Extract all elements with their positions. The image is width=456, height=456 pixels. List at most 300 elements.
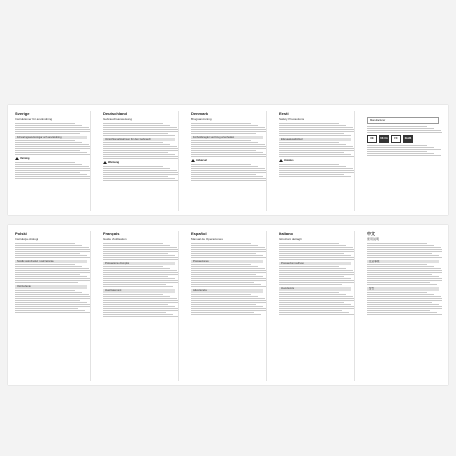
text-line: [367, 264, 427, 265]
text-line: [191, 133, 256, 134]
text-line: [103, 135, 175, 136]
text-line: [15, 152, 87, 153]
language-column: [276, 111, 355, 211]
text-line: [191, 245, 258, 246]
text-line: [103, 123, 163, 124]
text-line: [279, 168, 353, 169]
language-column: [100, 111, 179, 211]
text-line: [367, 282, 430, 283]
text-line: [367, 128, 434, 129]
instruction-sheet-top: [8, 105, 448, 215]
text-line: [367, 314, 442, 315]
text-line: [15, 125, 82, 126]
text-line: [367, 278, 442, 279]
text-line: [367, 249, 442, 250]
warning-icon: [191, 159, 195, 162]
text-line: [103, 255, 175, 256]
text-line: [191, 255, 263, 256]
text-line: [279, 176, 351, 177]
text-line: [103, 308, 179, 309]
text-line: [279, 282, 355, 283]
text-line: [103, 304, 168, 305]
text-line: [279, 298, 355, 299]
text-line: [103, 251, 179, 252]
text-line: [15, 304, 91, 305]
text-line: [15, 253, 80, 254]
text-line: [367, 272, 442, 273]
text-line: [279, 251, 355, 252]
text-line: [103, 156, 179, 157]
text-line: [103, 270, 177, 271]
text-line: [15, 243, 75, 244]
text-line: [103, 274, 179, 275]
text-line: [279, 146, 353, 147]
text-line: [191, 180, 267, 181]
text-line: [279, 164, 339, 165]
text-line: [15, 123, 75, 124]
text-line: [103, 280, 179, 281]
text-line: [15, 168, 91, 169]
text-line: [103, 243, 163, 244]
text-line: [15, 276, 87, 277]
text-line: [279, 257, 355, 258]
text-line: [367, 302, 432, 303]
text-line: [279, 274, 355, 275]
text-line: [367, 255, 439, 256]
section-heading: Forholdsregler ved brug af enheden: [191, 136, 263, 140]
warning-label: Varning: [20, 157, 30, 161]
column-subtitle: Manual de Operaciones: [191, 237, 223, 241]
text-line: [103, 176, 168, 177]
text-line: [191, 282, 254, 283]
text-line: [103, 148, 179, 149]
text-line: [15, 294, 89, 295]
text-line: [279, 135, 351, 136]
text-line: [191, 148, 267, 149]
text-line: [15, 178, 91, 179]
text-line: [103, 150, 179, 151]
text-line: [103, 284, 166, 285]
section-heading: Advertencia: [191, 289, 263, 293]
text-line: [15, 166, 89, 167]
text-line: [367, 276, 439, 277]
certification-mark: RoHS: [403, 135, 413, 143]
text-line: [15, 306, 91, 307]
section-heading: 注意事项: [367, 260, 439, 264]
text-line: [103, 257, 179, 258]
section-heading: Ostrzeżenie: [15, 285, 87, 289]
text-line: [103, 282, 179, 283]
text-line: [191, 156, 267, 157]
text-line: [191, 276, 263, 277]
text-line: [15, 251, 91, 252]
section-heading: Vorsichtsmaßnahmen für den Gebrauch: [103, 138, 175, 142]
warning-label: Hoiatus: [284, 159, 294, 163]
text-line: [191, 243, 251, 244]
text-line: [279, 133, 344, 134]
language-column: [188, 231, 267, 381]
text-line: [103, 146, 177, 147]
text-line: [103, 170, 177, 171]
text-line: [279, 278, 351, 279]
column-subtitle: Instrukcja obsługi: [15, 237, 39, 241]
text-line: [103, 168, 170, 169]
text-line: [15, 274, 80, 275]
column-title: Denmark: [191, 111, 209, 116]
text-line: [103, 144, 170, 145]
text-line: [279, 123, 339, 124]
text-line: [15, 131, 91, 132]
warning-icon: [15, 157, 19, 160]
text-line: [15, 308, 78, 309]
text-line: [191, 270, 267, 271]
text-line: [279, 154, 351, 155]
text-line: [279, 142, 339, 143]
text-line: [103, 249, 179, 250]
text-line: [367, 245, 434, 246]
text-line: [15, 257, 91, 258]
text-line: [191, 278, 267, 279]
text-line: [191, 314, 261, 315]
text-line: [279, 156, 355, 157]
certification-marks: [367, 135, 439, 143]
text-line: [15, 280, 91, 281]
text-line: [15, 249, 91, 250]
text-line: [15, 174, 87, 175]
text-line: [15, 272, 91, 273]
text-line: [367, 292, 427, 293]
section-heading: Precauzioni sull'uso: [279, 262, 351, 266]
text-line: [367, 304, 439, 305]
section-heading: Precauciones: [191, 260, 263, 264]
text-line: [191, 154, 267, 155]
language-column: [276, 231, 355, 381]
text-line: [367, 151, 427, 152]
text-line: [191, 274, 256, 275]
text-line: [15, 300, 80, 301]
text-line: [279, 249, 355, 250]
column-subtitle: Instruktioner för användning: [15, 117, 53, 121]
text-line: [191, 166, 258, 167]
text-line: [367, 284, 437, 285]
text-line: [15, 268, 89, 269]
text-line: [15, 264, 75, 265]
text-line: [367, 310, 430, 311]
text-line: [15, 302, 87, 303]
text-line: [103, 129, 179, 130]
text-line: [367, 243, 427, 244]
text-line: [367, 294, 434, 295]
section-heading: 警告: [367, 287, 439, 291]
text-line: [367, 126, 427, 127]
text-line: [103, 310, 179, 311]
text-line: [15, 176, 91, 177]
text-line: [367, 274, 432, 275]
text-line: [191, 284, 261, 285]
text-line: [103, 302, 179, 303]
text-line: [191, 300, 267, 301]
text-line: [103, 300, 179, 301]
text-line: [103, 174, 179, 175]
text-line: [191, 176, 263, 177]
text-line: [103, 272, 179, 273]
column-subtitle: Guide d'utilisation: [103, 237, 127, 241]
text-line: [15, 148, 91, 149]
text-line: [279, 255, 351, 256]
column-title: Deutschland: [103, 111, 128, 116]
text-line: [367, 257, 442, 258]
text-line: [279, 266, 339, 267]
section-heading: Avertissement: [103, 289, 175, 293]
text-line: [367, 306, 442, 307]
text-line: [15, 170, 91, 171]
text-line: [279, 304, 351, 305]
text-line: [15, 310, 85, 311]
text-line: [191, 144, 265, 145]
text-line: [15, 245, 82, 246]
text-line: [279, 129, 355, 130]
text-line: [191, 140, 251, 141]
text-line: [191, 247, 265, 248]
text-line: [15, 162, 75, 163]
text-line: [279, 284, 342, 285]
text-line: [103, 266, 163, 267]
text-line: [279, 170, 355, 171]
column-title: Polski: [15, 231, 27, 236]
text-line: [191, 298, 265, 299]
text-line: [367, 145, 427, 146]
text-line: [15, 282, 78, 283]
text-line: [279, 272, 355, 273]
text-line: [15, 144, 89, 145]
text-line: [279, 174, 344, 175]
text-line: [103, 142, 163, 143]
certification-mark: FC: [391, 135, 401, 143]
text-line: [15, 172, 80, 173]
text-line: [15, 296, 91, 297]
column-subtitle: Safety Precautions: [279, 117, 305, 121]
text-line: [367, 298, 442, 299]
text-line: [103, 268, 170, 269]
text-line: [367, 268, 441, 269]
text-line: [191, 257, 267, 258]
warning-label: Advarsel: [196, 159, 207, 163]
text-line: [103, 298, 177, 299]
text-line: [103, 245, 170, 246]
column-subtitle: 使用说明: [367, 237, 380, 241]
text-line: [15, 290, 75, 291]
instruction-sheet-bottom: [8, 225, 448, 385]
warning-heading: [103, 161, 175, 165]
text-line: [367, 130, 441, 131]
language-column: [188, 111, 267, 211]
text-line: [191, 170, 267, 171]
text-line: [103, 259, 179, 260]
text-line: [103, 127, 177, 128]
text-line: [191, 272, 267, 273]
text-line: [367, 312, 437, 313]
text-line: [191, 280, 267, 281]
text-line: [15, 127, 89, 128]
text-line: [191, 146, 267, 147]
text-line: [279, 150, 355, 151]
text-line: [191, 308, 267, 309]
text-line: [103, 178, 175, 179]
text-line: [15, 146, 91, 147]
language-column: [12, 231, 91, 381]
text-line: [191, 164, 251, 165]
text-line: [15, 129, 91, 130]
text-line: [367, 149, 441, 150]
text-line: [279, 302, 344, 303]
language-column: [12, 111, 91, 211]
text-line: [191, 129, 267, 130]
text-line: [103, 154, 175, 155]
text-line: [191, 249, 267, 250]
text-line: [15, 133, 80, 134]
text-line: [103, 316, 179, 317]
text-line: [279, 125, 346, 126]
text-line: [279, 243, 339, 244]
warning-label: Warnung: [108, 161, 120, 165]
text-line: [103, 253, 168, 254]
text-line: [279, 292, 339, 293]
text-line: [103, 296, 170, 297]
text-line: [279, 276, 344, 277]
text-line: [367, 253, 432, 254]
text-line: [15, 142, 82, 143]
text-line: [279, 308, 355, 309]
language-column: [364, 111, 442, 211]
text-line: [15, 278, 91, 279]
text-line: [103, 180, 179, 181]
text-line: [103, 166, 163, 167]
text-line: [15, 154, 91, 155]
text-line: [279, 270, 353, 271]
text-line: [15, 247, 89, 248]
text-line: [191, 150, 256, 151]
column-title: Français: [103, 231, 120, 236]
text-line: [191, 142, 258, 143]
text-line: [191, 174, 256, 175]
text-line: [191, 123, 251, 124]
text-line: [103, 131, 179, 132]
text-line: [279, 245, 346, 246]
column-title: 中文: [367, 231, 375, 236]
section-heading: Précautions d'emploi: [103, 262, 175, 266]
text-line: [367, 153, 434, 154]
text-line: [191, 152, 263, 153]
text-line: [103, 278, 175, 279]
text-line: [367, 147, 434, 148]
text-line: [15, 255, 87, 256]
text-line: [367, 280, 442, 281]
certification-mark: CE: [367, 135, 377, 143]
text-line: [279, 144, 346, 145]
text-line: [279, 166, 346, 167]
column-title: Eesti: [279, 111, 289, 116]
text-line: [279, 314, 355, 315]
section-heading: Avvertenza: [279, 287, 351, 291]
text-line: [15, 140, 75, 141]
column-title: Sverige: [15, 111, 30, 116]
text-line: [191, 127, 265, 128]
text-line: [15, 312, 91, 313]
text-line: [103, 152, 168, 153]
text-line: [191, 312, 254, 313]
column-title: Italiano: [279, 231, 294, 236]
text-line: [15, 150, 80, 151]
text-line: [279, 312, 349, 313]
text-line: [191, 266, 258, 267]
text-line: [279, 259, 355, 260]
text-line: [279, 300, 355, 301]
text-line: [191, 251, 267, 252]
text-line: [367, 270, 442, 271]
warning-icon: [103, 161, 107, 164]
text-line: [15, 270, 91, 271]
text-line: [103, 306, 175, 307]
text-line: [191, 264, 251, 265]
text-line: [367, 132, 442, 133]
text-line: [103, 312, 166, 313]
text-line: [191, 178, 267, 179]
text-line: [279, 148, 355, 149]
text-line: [103, 276, 168, 277]
text-line: [103, 125, 170, 126]
text-line: [191, 268, 265, 269]
manufacturer-box: Manufacturer: [367, 117, 439, 124]
text-line: [191, 168, 265, 169]
warning-heading: [279, 159, 351, 163]
text-line: [279, 172, 355, 173]
text-line: [15, 292, 82, 293]
text-line: [103, 158, 179, 159]
text-line: [367, 308, 442, 309]
text-line: [191, 172, 267, 173]
text-line: [279, 306, 355, 307]
text-line: [279, 294, 346, 295]
text-line: [279, 152, 344, 153]
column-title: Español: [191, 231, 207, 236]
text-line: [279, 127, 353, 128]
text-line: [103, 314, 173, 315]
section-heading: Środki ostrożności i ostrzeżenia: [15, 260, 87, 264]
text-line: [191, 296, 258, 297]
certification-mark: UK CA: [379, 135, 389, 143]
text-line: [279, 268, 346, 269]
text-line: [191, 125, 258, 126]
text-line: [279, 310, 342, 311]
text-line: [191, 286, 267, 287]
text-line: [191, 131, 267, 132]
text-line: [191, 302, 267, 303]
section-heading: Förvaringsanvisningar och användning: [15, 136, 87, 140]
column-subtitle: Istruzioni dettagli: [279, 237, 302, 241]
warning-heading: [15, 157, 87, 161]
text-line: [191, 310, 267, 311]
text-line: [279, 247, 353, 248]
column-subtitle: Gebrauchsanweisung: [103, 117, 133, 121]
text-line: [367, 155, 441, 156]
text-line: [103, 286, 173, 287]
text-line: [103, 172, 179, 173]
text-line: [279, 131, 355, 132]
warning-heading: [191, 159, 263, 163]
text-line: [367, 296, 441, 297]
text-line: [191, 294, 251, 295]
text-line: [15, 266, 82, 267]
